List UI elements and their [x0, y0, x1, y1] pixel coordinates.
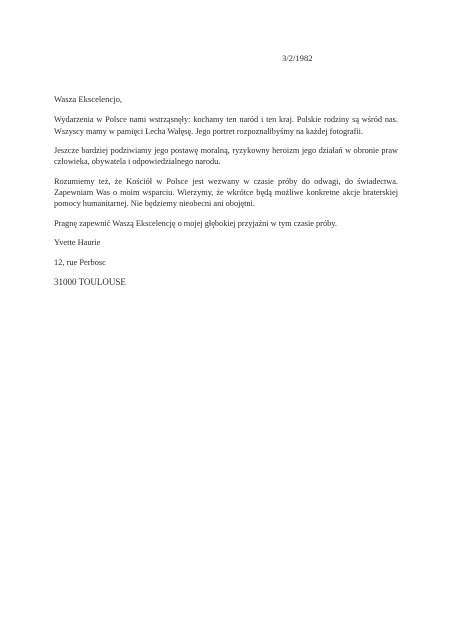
- address-city: 31000 TOULOUSE: [54, 277, 126, 288]
- salutation: Wasza Ekscelencjo,: [54, 94, 123, 104]
- paragraph-1: Wydarzenia w Polsce nami wstrząsnęły: kochamy ten naród i ten kraj. Polskie rodziny są wśród nas. Wszyscy mamy w pamięci Lecha Wałęsę. Jego portret rozpoznalibyśmy na każdej fotografii.: [54, 115, 398, 136]
- signature-name: Yvette Haurie: [54, 238, 101, 248]
- paragraph-4: Pragnę zapewnić Waszą Ekscelencję o mojej głębokiej przyjaźni w tym czasie próby.: [54, 218, 337, 228]
- letter-body: [54, 94, 398, 289]
- address-street: 12, rue Perbosc: [54, 258, 106, 268]
- paragraph-2: Jeszcze bardziej podziwiamy jego postawę moralną, ryzykowny heroizm jego działań w obronie praw człowieka, obywatela i odpowiedzialnego narodu.: [54, 146, 398, 167]
- paragraph-3: Rozumiemy też, że Kościół w Polsce jest wezwany w czasie próby do odwagi, do świadectwa. Zapewniam Was o moim wsparciu. Wierzymy, że wkrótce będą możliwe konkretne akcje braterskiej pomocy humanitarnej. Nie będziemy nieobecni ani obojętni.: [54, 176, 398, 209]
- letter-date: 3/2/1982: [282, 53, 313, 63]
